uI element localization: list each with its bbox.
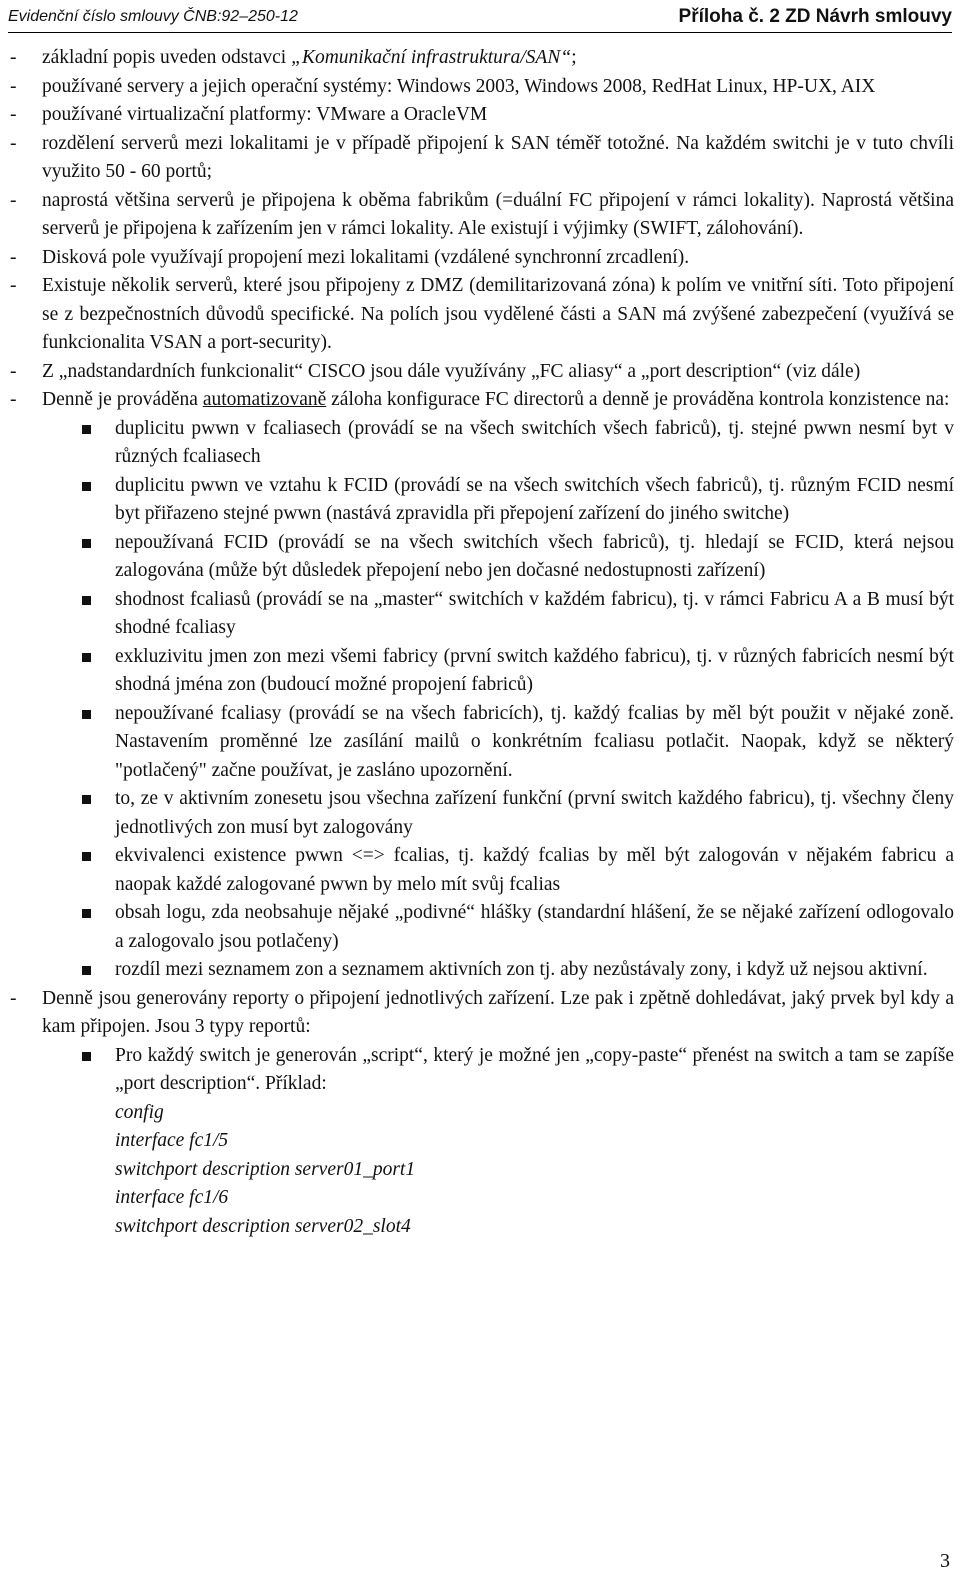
list-item: - používané servery a jejich operační systémy: Windows 2003, Windows 2008, RedHat Linux, HP-UX, AIX (8, 73, 954, 102)
check-item: nepoužívané fcaliasy (provádí se na všech fabricích), tj. každý fcalias by měl být použit v nějaké zoně. Nastavením proměnné lze zasílání mailů o konkrétním fcaliasu potlačit. Naopak, když se některý "potlačený" začne používat, je zasláno upozornění. (8, 700, 954, 786)
list-item (8, 44, 954, 73)
page-header (8, 2, 952, 33)
item-text: základní popis uveden odstavci (42, 47, 292, 68)
document-body (8, 44, 954, 1241)
contract-number: Evidenční číslo smlouvy ČNB:92–250-12 (8, 8, 298, 25)
check-item: to, ze v aktivním zonesetu jsou všechna zařízení funkční (první switch každého fabricu), tj. všechny členy jednotlivých zon musí byt zalogovány (8, 785, 954, 842)
attachment-title: Příloha č. 2 ZD Návrh smlouvy (678, 6, 952, 27)
list-item: - Denně jsou generovány reporty o připojení jednotlivých zařízení. Lze pak i zpětně dohledávat, jaký prvek byl kdy a kam připojen. Jsou 3 typy reportů: (8, 985, 954, 1042)
code-line: switchport description server02_slot4 (115, 1215, 411, 1237)
check-item: shodnost fcaliasů (provádí se na „master“ switchích v každém fabricu), tj. v rámci Fabricu A a B musí být shodné fcaliasy (8, 586, 954, 643)
check-item: duplicitu pwwn ve vztahu k FCID (provádí se na všech switchích všech fabriců), tj. různým FCID nesmí byt přiřazeno stejné pwwn (nastává zpravidla při přepojení zařízení do jiného switche) (8, 472, 954, 529)
check-item: exkluzivitu jmen zon mezi všemi fabricy (první switch každého fabricu), tj. v různých fabricích nesmí být shodná jména zon (budoucí možné propojení fabriců) (8, 643, 954, 700)
page-number: 3 (940, 1550, 950, 1572)
code-line: switchport description server01_port1 (115, 1158, 416, 1180)
code-line: interface fc1/6 (115, 1187, 229, 1208)
check-item: duplicitu pwwn v fcaliasech (provádí se na všech switchích všech fabriců), tj. stejné pwwn nesmí byt v různých fcaliasech (8, 415, 954, 472)
consistency-check-list (8, 415, 954, 985)
check-item: nepoužívaná FCID (provádí se na všech switchích všech fabriců), tj. hledají se FCID, která nejsou zalogována (může být důsledek přepojení nebo jen dočasné nedostupnosti zařízení) (8, 529, 954, 586)
item-text: Denně je prováděna (42, 389, 203, 410)
list-item (8, 386, 954, 415)
list-item: - používané virtualizační platformy: VMware a OracleVM (8, 101, 954, 130)
code-line: config (115, 1101, 164, 1123)
item-text: záloha konfigurace FC directorů a denně je prováděna kontrola konzistence na: (326, 389, 950, 410)
list-item: - Existuje několik serverů, které jsou připojeny z DMZ (demilitarizovaná zóna) k polím ve vnitřní síti. Toto připojení se z bezpečnostních důvodů specifické. Na polích jsou vydělené části a SAN má zvýšené zabezpečení (využívá se funkcionalita VSAN a port-security). (8, 272, 954, 358)
report-item: Pro každý switch je generován „script“, který je možné jen „copy-paste“ přenést na switch a tam se zapíše „port description“. Příklad: (8, 1042, 954, 1099)
list-item: - naprostá většina serverů je připojena k oběma fabrikům (=duální FC připojení v rámci lokality). Naprostá většina serverů je připojena k zařízením jen v rámci lokality. Ale existují i výjimky (SWIFT, zálohování). (8, 187, 954, 244)
underlined-term: automatizovaně (202, 389, 327, 410)
check-item: obsah logu, zda neobsahuje nějaké „podivné“ hlášky (standardní hlášení, že se nějaké zařízení odlogovalo a zalogovalo jsou potlačeny) (8, 899, 954, 956)
check-item: rozdíl mezi seznamem zon a seznamem aktivních zon tj. aby nezůstávaly zony, i když už nejsou aktivní. (8, 956, 954, 985)
config-example (8, 1099, 954, 1242)
item-text: ; (571, 47, 577, 68)
list-item: - Disková pole využívají propojení mezi lokalitami (vzdálené synchronní zrcadlení). (8, 244, 954, 273)
check-item: ekvivalenci existence pwwn <=> fcalias, tj. každý fcalias by měl být zalogován v nějakém fabricu a naopak každé zalogované pwwn by melo mít svůj fcalias (8, 842, 954, 899)
list-item: - rozdělení serverů mezi lokalitami je v případě připojení k SAN téměř totožné. Na každém switchi je v tuto chvíli využito 50 - 60 portů; (8, 130, 954, 187)
section-reference: „Komunikační infrastruktura/SAN“ (291, 47, 572, 68)
list-item: - Z „nadstandardních funkcionalit“ CISCO jsou dále využívány „FC aliasy“ a „port description“ (viz dále) (8, 358, 954, 387)
code-line: interface fc1/5 (115, 1130, 229, 1151)
report-types-list (8, 1042, 954, 1099)
